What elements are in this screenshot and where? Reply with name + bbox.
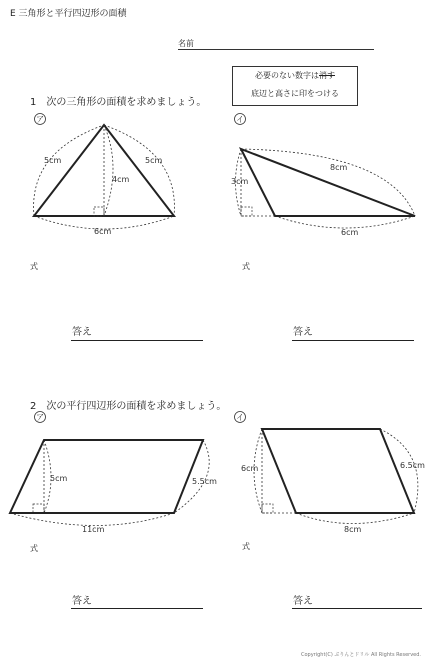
formula-label-1b: 式 <box>242 262 250 271</box>
name-label: 名前 <box>178 39 194 48</box>
label-base: 8cm <box>344 525 362 534</box>
label-height: 5cm <box>50 474 68 483</box>
answer-line-1b[interactable] <box>292 340 414 341</box>
answer-line-1a[interactable] <box>71 340 203 341</box>
right-angle-mark <box>33 504 44 513</box>
label-side: 5.5cm <box>192 477 217 486</box>
answer-label-2a: 答え <box>72 596 92 607</box>
dim-arc-base <box>275 216 415 228</box>
triangle-b <box>241 149 415 216</box>
figure-2b <box>230 408 430 538</box>
parallelogram-b <box>262 429 414 513</box>
dim-arc-height <box>104 125 113 216</box>
right-angle-mark <box>241 207 252 216</box>
note-strike-word: 消す <box>319 71 335 80</box>
instruction-note <box>232 66 358 106</box>
copyright: Copyright(C) ぷりんとドリル All Rights Reserved. <box>300 652 421 658</box>
figure-1a <box>30 112 190 242</box>
answer-label-2b: 答え <box>293 596 313 607</box>
right-angle-mark <box>262 504 273 513</box>
label-1a: ア <box>36 115 44 124</box>
label-base: 6cm <box>341 228 359 237</box>
triangle-b-diagram <box>230 112 425 242</box>
label-2b: イ <box>236 413 244 422</box>
label-2a: ア <box>36 413 44 422</box>
parallelogram-b-diagram <box>230 408 430 538</box>
dim-arc-base <box>10 513 174 526</box>
label-base: 11cm <box>82 525 105 534</box>
label-side-right: 5cm <box>145 156 163 165</box>
note-line-1-prefix: 必要のない数字は <box>255 71 319 80</box>
label-base: 6cm <box>94 227 112 236</box>
name-line <box>178 49 374 50</box>
figure-2a <box>6 408 228 538</box>
answer-label-1a: 答え <box>72 327 92 338</box>
label-side-left: 5cm <box>44 156 62 165</box>
answer-label-1b: 答え <box>293 327 313 338</box>
label-height: 3cm <box>231 177 249 186</box>
parallelogram-a-diagram <box>6 408 228 538</box>
formula-label-1a: 式 <box>30 262 38 271</box>
right-angle-mark <box>94 207 104 216</box>
label-height: 4cm <box>112 175 130 184</box>
dim-arc-base <box>296 513 414 524</box>
label-slant: 8cm <box>330 163 348 172</box>
question-2: 2 次の平行四辺形の面積を求めましょう。 <box>30 401 227 412</box>
note-line-1 <box>233 67 357 85</box>
label-height: 6cm <box>241 464 259 473</box>
answer-line-2b[interactable] <box>292 608 422 609</box>
note-line-2: 底辺と高さに印をつける <box>251 89 339 98</box>
question-1: 1 次の三角形の面積を求めましょう。 <box>30 97 207 108</box>
formula-label-2a: 式 <box>30 544 38 553</box>
page-title: E 三角形と平行四辺形の面積 <box>10 9 127 19</box>
triangle-a-diagram <box>30 112 190 242</box>
figure-1b <box>230 112 425 242</box>
answer-line-2a[interactable] <box>71 608 203 609</box>
label-1b: イ <box>236 115 244 124</box>
label-side: 6.5cm <box>400 461 425 470</box>
parallelogram-a <box>10 440 203 513</box>
formula-label-2b: 式 <box>242 542 250 551</box>
